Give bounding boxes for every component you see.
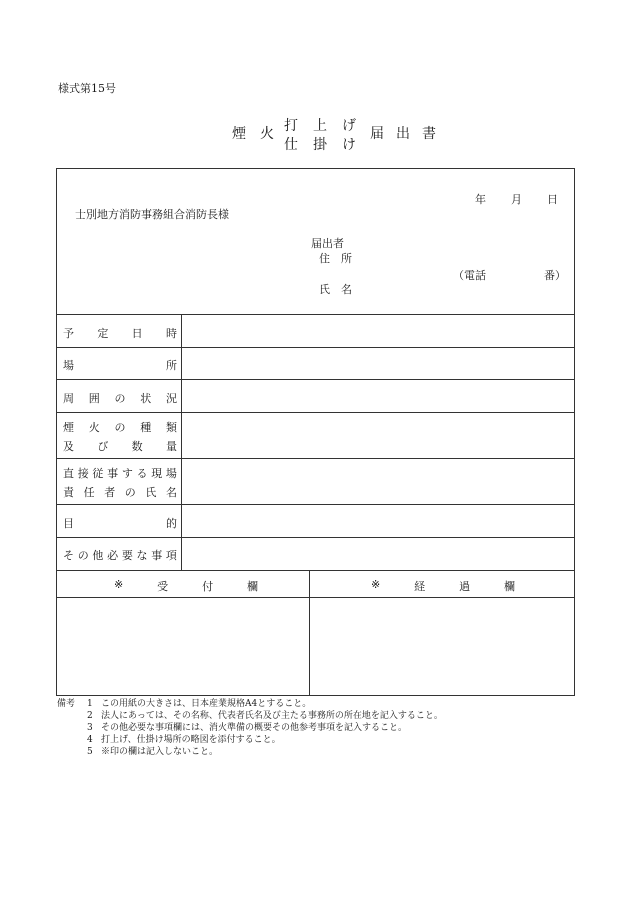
footer-column-divider — [309, 570, 310, 696]
title-part-notification: 届出書 — [370, 126, 448, 142]
row-label-site-supervisor: 直 接 従 事 す る 現 場 責 任 者 の 氏 名 — [63, 467, 177, 499]
divider — [57, 314, 574, 315]
row-label-surroundings: 周 囲 の 状 況 — [63, 392, 177, 405]
title-part-fireworks: 煙火 — [232, 126, 288, 142]
divider — [57, 458, 574, 459]
row-label-other-matters: そ の 他 必 要 な 事 項 — [63, 549, 177, 562]
note-item: 2 法人にあっては、その名称、代表者氏名及び主たる事務所の所在地を記入すること。 — [87, 711, 443, 721]
row-label-scheduled-datetime: 予 定 日 時 — [63, 327, 177, 340]
phone-open: （電話 — [453, 269, 486, 282]
note-item: 5 ※印の欄は記入しないこと。 — [87, 747, 219, 757]
divider — [57, 379, 574, 380]
note-item: 4 打上げ、仕掛け場所の略図を添付すること。 — [87, 735, 281, 745]
form-number: 様式第15号 — [58, 82, 116, 95]
divider — [57, 537, 574, 538]
date-day: 日 — [547, 193, 558, 206]
date-month: 月 — [511, 193, 522, 206]
form-table — [56, 168, 575, 696]
row-label-fireworks-type-quantity: 煙 火 の 種 類 及 び 数 量 — [63, 421, 177, 453]
divider — [57, 504, 574, 505]
applicant-label: 届出者 — [311, 237, 344, 250]
title-part-setpiece: 仕掛け — [284, 137, 371, 153]
divider — [57, 347, 574, 348]
title-part-launch: 打上げ — [284, 118, 371, 134]
notes-section — [57, 698, 443, 758]
divider — [57, 597, 574, 598]
name-label: 氏 名 — [319, 283, 352, 296]
progress-column-header: ※ 経 過 欄 — [371, 578, 515, 593]
divider — [57, 570, 574, 571]
row-label-location: 場 所 — [63, 359, 177, 372]
phone-close: 番） — [544, 269, 566, 282]
label-column-divider — [181, 314, 182, 570]
addressee: 士別地方消防事務組合消防長様 — [75, 208, 229, 221]
reception-column-header: ※ 受 付 欄 — [114, 578, 258, 593]
note-item: 備考 1 この用紙の大きさは、日本産業規格A4とすること。 — [57, 699, 312, 709]
notes-heading: 備考 — [57, 699, 76, 709]
divider — [57, 412, 574, 413]
address-label: 住 所 — [319, 252, 352, 265]
date-year: 年 — [475, 193, 486, 206]
row-label-purpose: 目 的 — [63, 517, 177, 530]
note-item: 3 その他必要な事項欄には、消火準備の概要その他参考事項を記入すること。 — [87, 723, 408, 733]
